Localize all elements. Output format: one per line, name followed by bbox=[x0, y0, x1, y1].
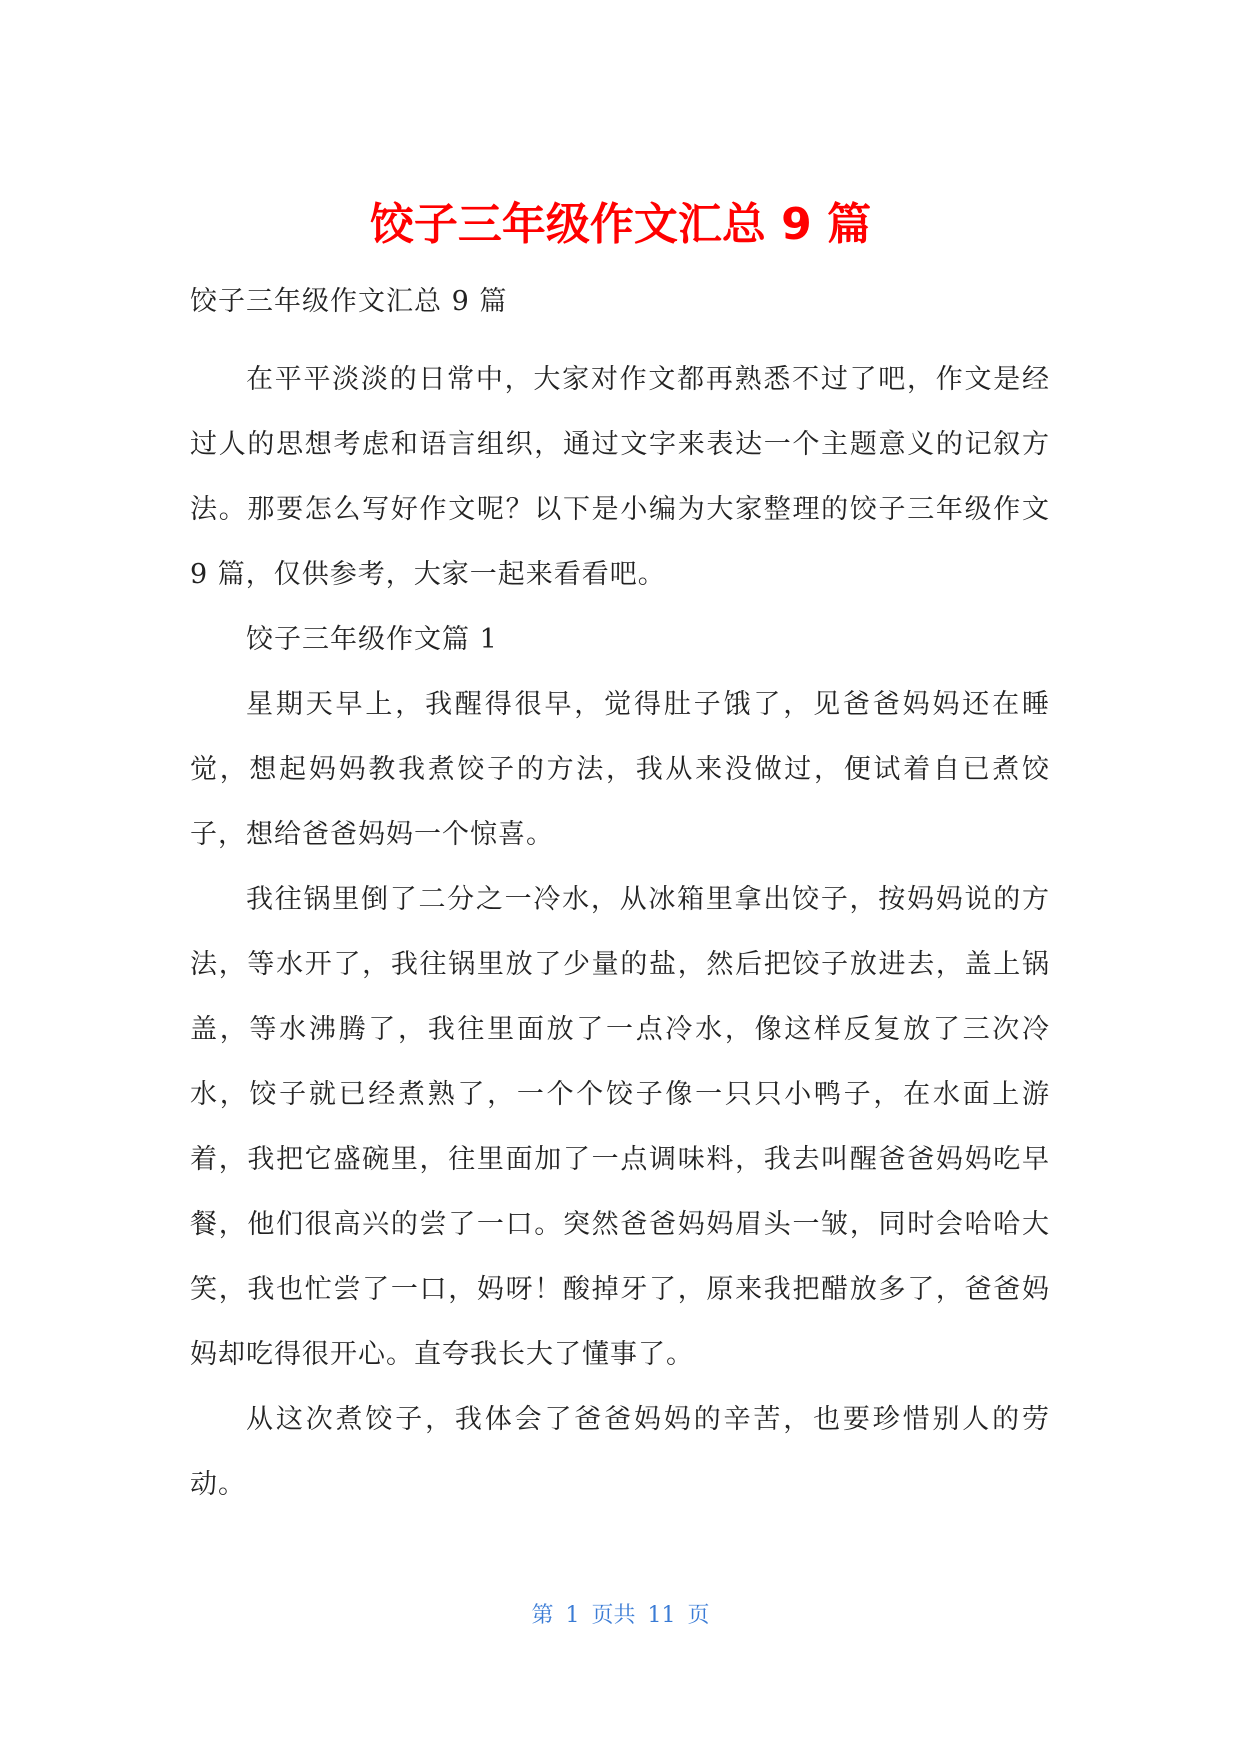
intro-paragraph: 在平平淡淡的日常中，大家对作文都再熟悉不过了吧，作文是经过人的思想考虑和语言组织，通过文字来表达一个主题意义的记叙方法。那要怎么写好作文呢？以下是小编为大家整理的饺子三年级作文 9 篇，仅供参考，大家一起来看看吧。 bbox=[190, 364, 1050, 590]
footer-page-number: 1 bbox=[565, 1603, 580, 1628]
footer-total-pages: 11 bbox=[647, 1603, 676, 1628]
body-paragraph-3: 从这次煮饺子，我体会了爸爸妈妈的辛苦，也要珍惜别人的劳动。 bbox=[190, 1404, 1050, 1500]
footer-page-middle: 页共 bbox=[591, 1603, 636, 1628]
document-body bbox=[190, 282, 1050, 1517]
document-title: 饺子三年级作文汇总 9 篇 bbox=[369, 199, 872, 250]
footer-page-suffix: 页 bbox=[687, 1603, 710, 1628]
body-paragraph-1: 星期天早上，我醒得很早，觉得肚子饿了，见爸爸妈妈还在睡觉，想起妈妈教我煮饺子的方法，我从来没做过，便试着自已煮饺子，想给爸爸妈妈一个惊喜。 bbox=[190, 689, 1050, 850]
section-heading: 饺子三年级作文篇 1 bbox=[246, 624, 498, 655]
body-paragraph-2: 我往锅里倒了二分之一冷水，从冰箱里拿出饺子，按妈妈说的方法，等水开了，我往锅里放了少量的盐，然后把饺子放进去，盖上锅盖，等水沸腾了，我往里面放了一点冷水，像这样反复放了三次冷水，饺子就已经煮熟了，一个个饺子像一只只小鸭子，在水面上游着，我把它盛碗里，往里面加了一点调味料，我去叫醒爸爸妈妈吃早餐，他们很高兴的尝了一口。突然爸爸妈妈眉头一皱，同时会哈哈大笑，我也忙尝了一口，妈呀！酸掉牙了，原来我把醋放多了，爸爸妈妈却吃得很开心。直夸我长大了懂事了。 bbox=[190, 884, 1050, 1370]
document-subtitle: 饺子三年级作文汇总 9 篇 bbox=[190, 286, 508, 317]
page-footer bbox=[0, 1600, 1241, 1632]
footer-page-prefix: 第 bbox=[531, 1603, 554, 1628]
